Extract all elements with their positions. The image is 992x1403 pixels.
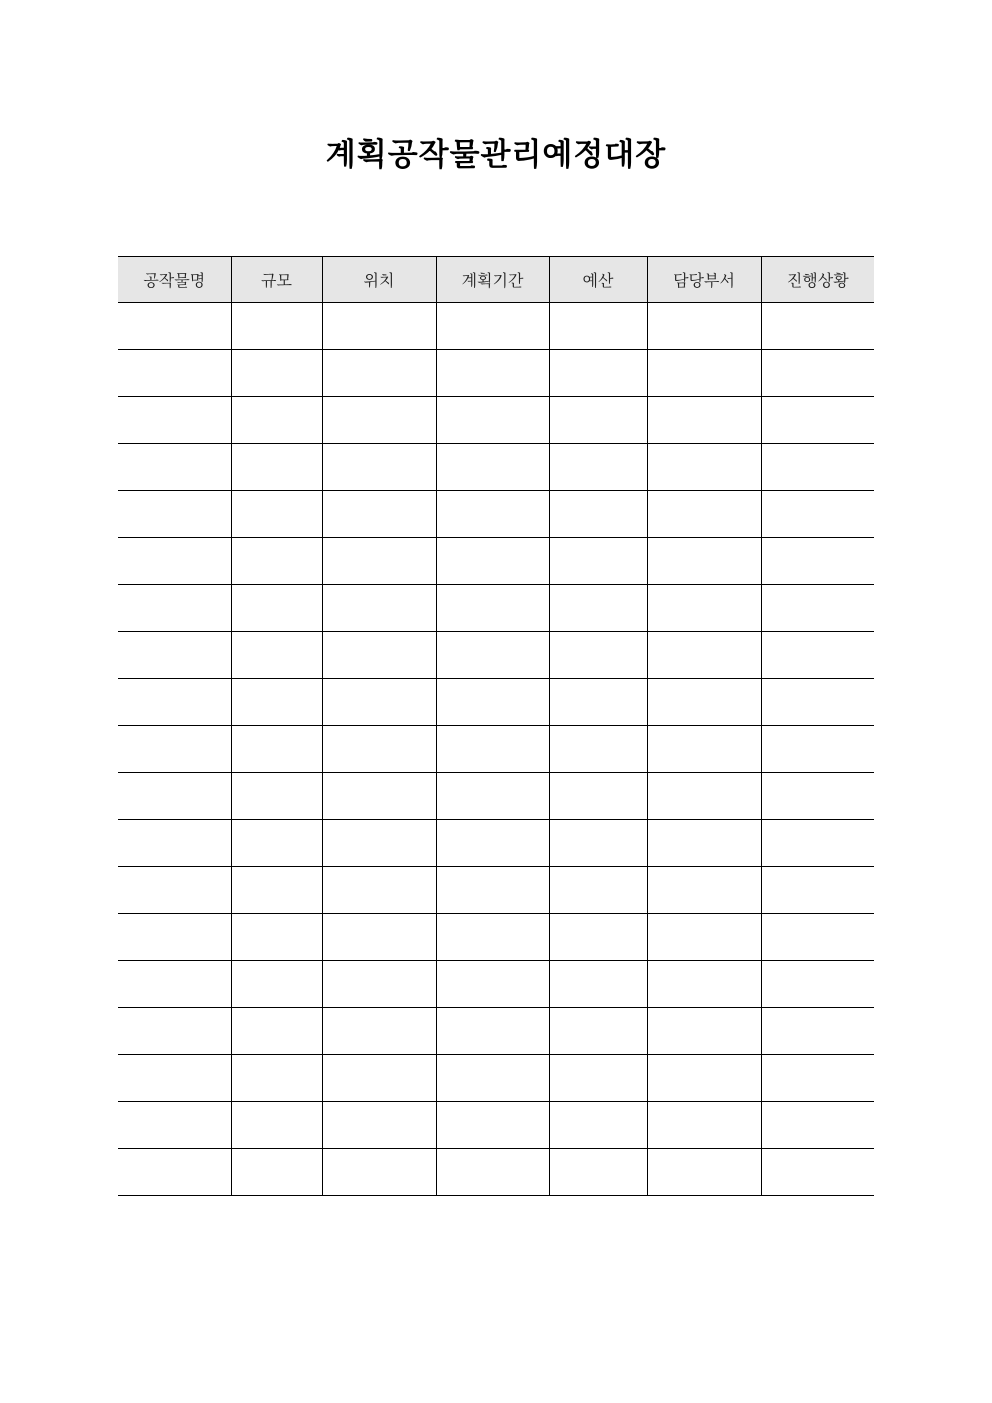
cell-progress[interactable] [761,350,874,397]
cell-department[interactable] [647,444,761,491]
cell-structure-name[interactable] [118,444,231,491]
cell-structure-name[interactable] [118,350,231,397]
cell-scale[interactable] [231,303,322,350]
cell-department[interactable] [647,350,761,397]
cell-budget[interactable] [549,538,647,585]
cell-location[interactable] [322,773,436,820]
cell-progress[interactable] [761,914,874,961]
table-row [118,303,874,350]
cell-structure-name[interactable] [118,820,231,867]
cell-department[interactable] [647,1102,761,1149]
cell-progress[interactable] [761,491,874,538]
cell-structure-name[interactable] [118,585,231,632]
cell-budget[interactable] [549,303,647,350]
cell-structure-name[interactable] [118,726,231,773]
column-header-location: 위치 [322,257,436,303]
cell-location[interactable] [322,350,436,397]
cell-plan-period[interactable] [436,303,549,350]
cell-progress[interactable] [761,867,874,914]
cell-department[interactable] [647,491,761,538]
cell-scale[interactable] [231,726,322,773]
cell-plan-period[interactable] [436,914,549,961]
cell-department[interactable] [647,773,761,820]
cell-structure-name[interactable] [118,632,231,679]
cell-location[interactable] [322,632,436,679]
cell-department[interactable] [647,585,761,632]
cell-location[interactable] [322,444,436,491]
cell-scale[interactable] [231,632,322,679]
cell-plan-period[interactable] [436,1102,549,1149]
cell-location[interactable] [322,867,436,914]
cell-progress[interactable] [761,538,874,585]
table-row [118,726,874,773]
cell-progress[interactable] [761,773,874,820]
cell-budget[interactable] [549,632,647,679]
cell-progress[interactable] [761,303,874,350]
cell-scale[interactable] [231,961,322,1008]
cell-budget[interactable] [549,350,647,397]
cell-structure-name[interactable] [118,1008,231,1055]
cell-department[interactable] [647,914,761,961]
cell-progress[interactable] [761,397,874,444]
cell-budget[interactable] [549,1055,647,1102]
table-row [118,1149,874,1196]
cell-plan-period[interactable] [436,538,549,585]
cell-structure-name[interactable] [118,1102,231,1149]
cell-progress[interactable] [761,679,874,726]
cell-plan-period[interactable] [436,491,549,538]
cell-location[interactable] [322,1008,436,1055]
cell-budget[interactable] [549,867,647,914]
cell-location[interactable] [322,914,436,961]
cell-scale[interactable] [231,679,322,726]
cell-department[interactable] [647,679,761,726]
cell-budget[interactable] [549,585,647,632]
cell-scale[interactable] [231,1008,322,1055]
cell-scale[interactable] [231,585,322,632]
table-row [118,444,874,491]
column-header-structure-name: 공작물명 [118,257,231,303]
cell-progress[interactable] [761,726,874,773]
cell-plan-period[interactable] [436,1149,549,1196]
cell-structure-name[interactable] [118,538,231,585]
cell-location[interactable] [322,397,436,444]
cell-progress[interactable] [761,820,874,867]
cell-plan-period[interactable] [436,1008,549,1055]
cell-structure-name[interactable] [118,491,231,538]
cell-budget[interactable] [549,1149,647,1196]
cell-scale[interactable] [231,914,322,961]
cell-location[interactable] [322,820,436,867]
cell-plan-period[interactable] [436,726,549,773]
table-row [118,961,874,1008]
cell-scale[interactable] [231,1102,322,1149]
cell-location[interactable] [322,1149,436,1196]
cell-scale[interactable] [231,867,322,914]
cell-plan-period[interactable] [436,679,549,726]
cell-scale[interactable] [231,1149,322,1196]
cell-plan-period[interactable] [436,397,549,444]
cell-location[interactable] [322,491,436,538]
cell-structure-name[interactable] [118,1149,231,1196]
cell-structure-name[interactable] [118,303,231,350]
ledger-body [118,303,874,1196]
cell-department[interactable] [647,820,761,867]
cell-progress[interactable] [761,961,874,1008]
cell-plan-period[interactable] [436,444,549,491]
cell-budget[interactable] [549,773,647,820]
cell-department[interactable] [647,1149,761,1196]
cell-plan-period[interactable] [436,820,549,867]
table-row [118,773,874,820]
cell-budget[interactable] [549,444,647,491]
column-header-progress: 진행상황 [761,257,874,303]
cell-department[interactable] [647,961,761,1008]
cell-progress[interactable] [761,632,874,679]
cell-plan-period[interactable] [436,773,549,820]
cell-progress[interactable] [761,585,874,632]
cell-structure-name[interactable] [118,1055,231,1102]
cell-structure-name[interactable] [118,961,231,1008]
cell-budget[interactable] [549,820,647,867]
cell-budget[interactable] [549,961,647,1008]
table-row [118,397,874,444]
cell-scale[interactable] [231,444,322,491]
cell-department[interactable] [647,397,761,444]
table-row [118,820,874,867]
cell-location[interactable] [322,726,436,773]
table-row [118,585,874,632]
cell-structure-name[interactable] [118,914,231,961]
table-row [118,632,874,679]
cell-scale[interactable] [231,538,322,585]
cell-budget[interactable] [549,491,647,538]
header-row [118,257,874,303]
cell-plan-period[interactable] [436,1055,549,1102]
cell-department[interactable] [647,1008,761,1055]
cell-location[interactable] [322,1102,436,1149]
column-header-budget: 예산 [549,257,647,303]
cell-scale[interactable] [231,773,322,820]
cell-plan-period[interactable] [436,350,549,397]
cell-budget[interactable] [549,397,647,444]
cell-plan-period[interactable] [436,961,549,1008]
cell-budget[interactable] [549,1102,647,1149]
cell-progress[interactable] [761,1102,874,1149]
cell-plan-period[interactable] [436,585,549,632]
cell-department[interactable] [647,1055,761,1102]
cell-structure-name[interactable] [118,773,231,820]
cell-structure-name[interactable] [118,397,231,444]
cell-progress[interactable] [761,1149,874,1196]
cell-plan-period[interactable] [436,867,549,914]
column-header-scale: 규모 [231,257,322,303]
table-row [118,914,874,961]
cell-budget[interactable] [549,1008,647,1055]
cell-scale[interactable] [231,1055,322,1102]
cell-scale[interactable] [231,820,322,867]
table-row [118,491,874,538]
cell-budget[interactable] [549,914,647,961]
cell-progress[interactable] [761,444,874,491]
cell-department[interactable] [647,303,761,350]
table-row [118,1102,874,1149]
table-row [118,1055,874,1102]
cell-progress[interactable] [761,1008,874,1055]
cell-budget[interactable] [549,726,647,773]
cell-location[interactable] [322,679,436,726]
cell-department[interactable] [647,538,761,585]
cell-plan-period[interactable] [436,632,549,679]
cell-location[interactable] [322,538,436,585]
cell-budget[interactable] [549,679,647,726]
table-row [118,538,874,585]
cell-scale[interactable] [231,397,322,444]
cell-location[interactable] [322,585,436,632]
cell-department[interactable] [647,867,761,914]
cell-location[interactable] [322,303,436,350]
cell-progress[interactable] [761,1055,874,1102]
table-row [118,350,874,397]
cell-structure-name[interactable] [118,679,231,726]
cell-structure-name[interactable] [118,867,231,914]
cell-department[interactable] [647,726,761,773]
cell-scale[interactable] [231,350,322,397]
cell-location[interactable] [322,961,436,1008]
cell-department[interactable] [647,632,761,679]
ledger-table [118,256,874,1196]
table-row [118,679,874,726]
column-header-department: 담당부서 [647,257,761,303]
cell-location[interactable] [322,1055,436,1102]
table-row [118,1008,874,1055]
column-header-plan-period: 계획기간 [436,257,549,303]
table-row [118,867,874,914]
cell-scale[interactable] [231,491,322,538]
document-title: 계획공작물관리예정대장 [325,137,667,173]
